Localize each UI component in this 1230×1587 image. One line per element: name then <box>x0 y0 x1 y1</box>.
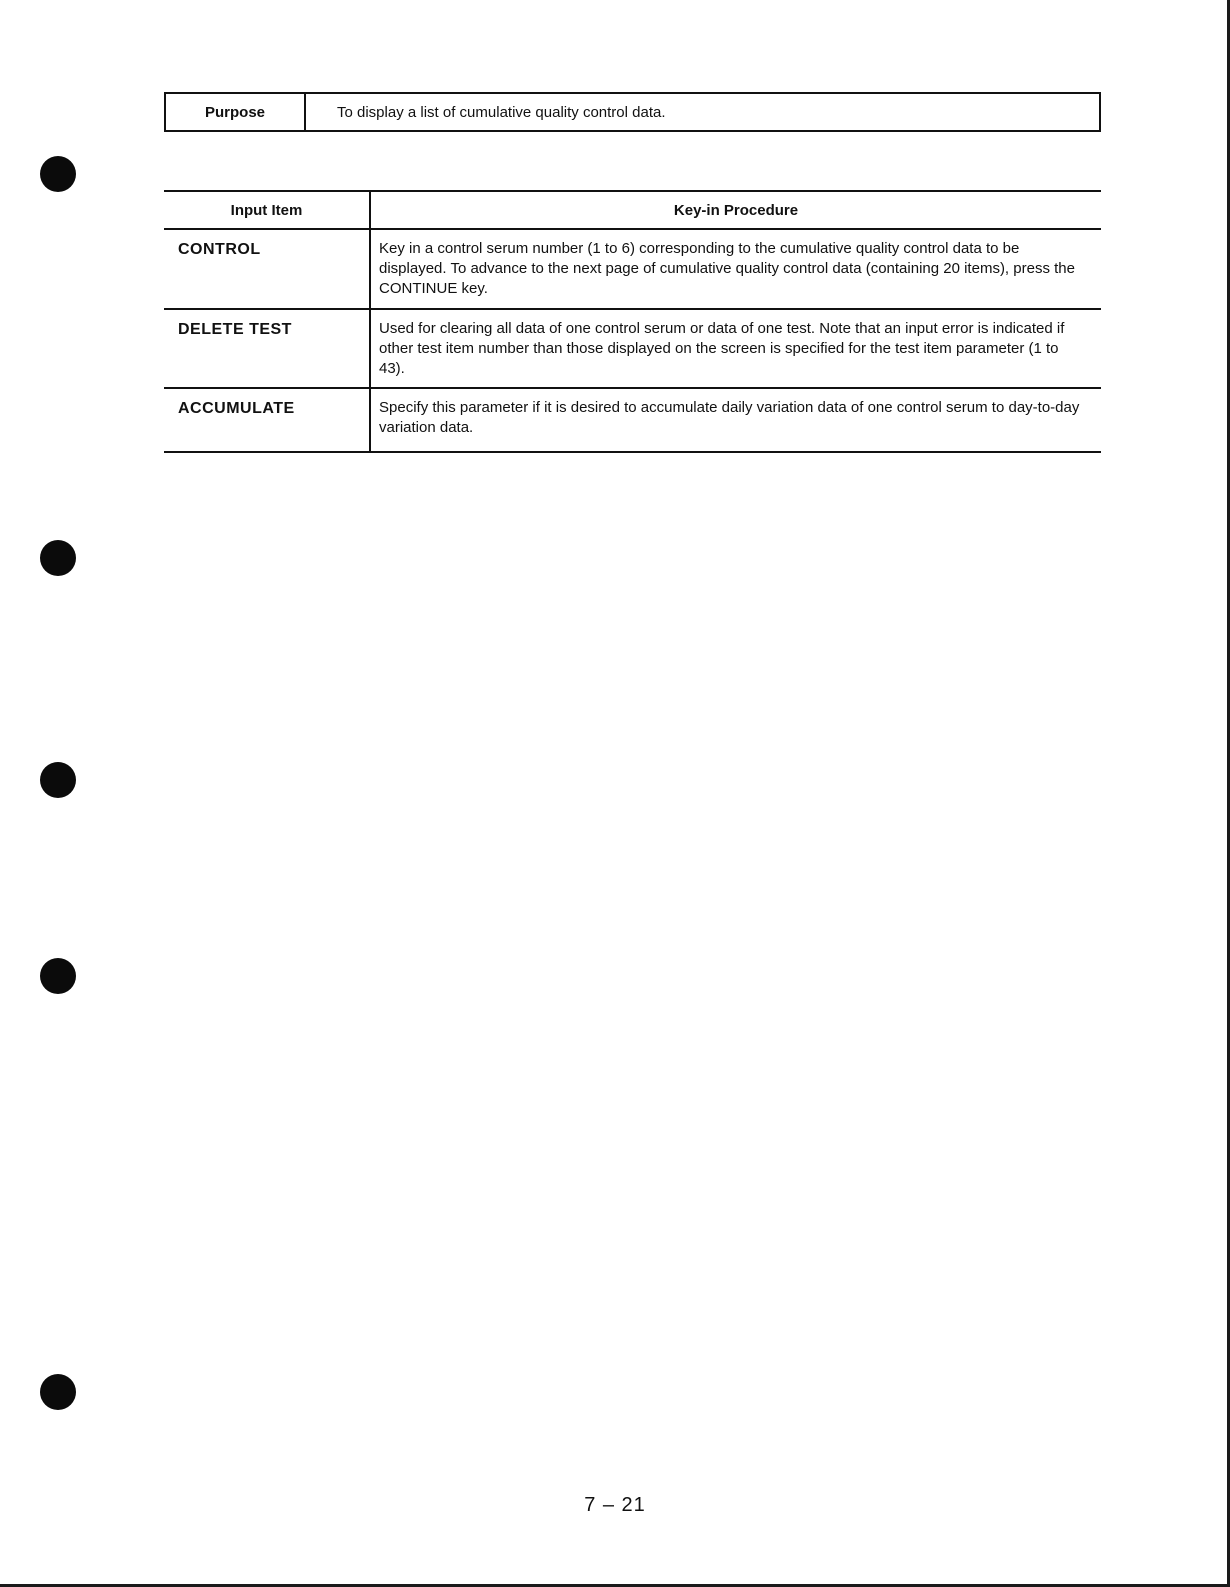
procedure-control: Key in a control serum number (1 to 6) corresponding to the cumulative quality control data to be displayed. To advance to the next page of cumulative quality control data (containing 20 items), press the CONTINUE key. <box>370 229 1101 309</box>
procedure-delete-test: Used for clearing all data of one control serum or data of one test. Note that an input error is indicated if other test item number than those displayed on the screen is specified for the test item parameter (1 to 43). <box>370 309 1101 388</box>
purpose-text: To display a list of cumulative quality control data. <box>337 103 666 121</box>
table-row <box>164 388 1101 452</box>
header-input-item: Input Item <box>164 191 370 229</box>
input-item-control: CONTROL <box>164 229 370 309</box>
binder-hole-icon <box>40 1374 76 1410</box>
input-item-delete-test: DELETE TEST <box>164 309 370 388</box>
binder-hole-icon <box>40 540 76 576</box>
input-item-accumulate: ACCUMULATE <box>164 388 370 452</box>
table-row <box>164 229 1101 309</box>
binder-hole-icon <box>40 958 76 994</box>
header-key-in-procedure: Key-in Procedure <box>370 191 1101 229</box>
procedure-accumulate: Specify this parameter if it is desired to accumulate daily variation data of one control serum to day-to-day variation data. <box>370 388 1101 452</box>
purpose-label: Purpose <box>166 94 306 130</box>
table-header-row <box>164 191 1101 229</box>
table-row <box>164 309 1101 388</box>
purpose-box <box>164 92 1101 132</box>
input-item-table <box>164 190 1101 453</box>
page-number: 7 – 21 <box>584 1494 646 1516</box>
binder-hole-icon <box>40 156 76 192</box>
binder-hole-icon <box>40 762 76 798</box>
